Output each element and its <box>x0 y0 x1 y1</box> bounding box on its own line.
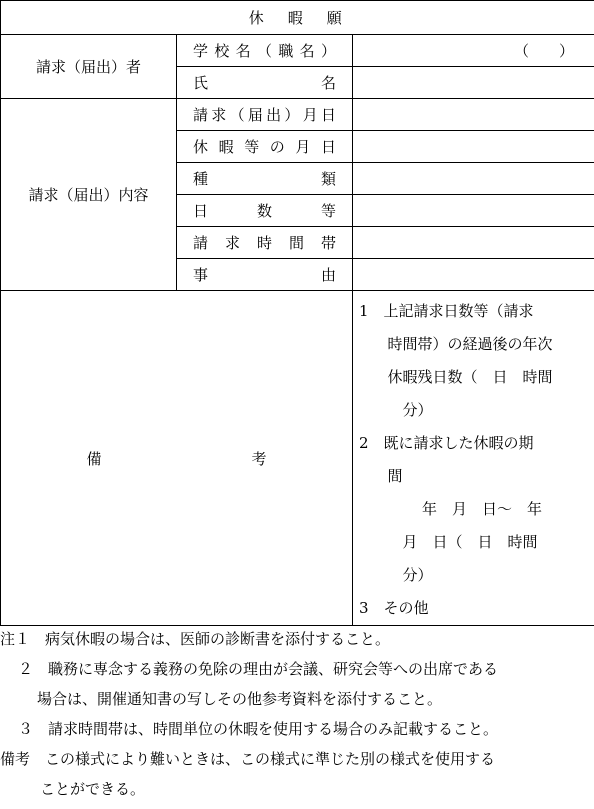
remarks-footnote-cont: ことができる。 <box>40 780 146 798</box>
reason-label: 事由 <box>177 259 353 291</box>
remarks-footnote: 備考 この様式により難いときは、この様式に準じた別の様式を使用する <box>0 750 496 768</box>
leave-date-field[interactable] <box>353 131 594 163</box>
days-field[interactable] <box>353 195 594 227</box>
request-date-field[interactable] <box>353 99 594 131</box>
footnote-1: 注１ 病気休暇の場合は、医師の診断書を添付すること。 <box>0 630 391 648</box>
footnote-3: ３ 請求時間帯は、時間単位の休暇を使用する場合のみ記載すること。 <box>18 720 499 738</box>
time-slot-field[interactable] <box>353 227 594 259</box>
note-2-line-4: 月 日（ 日 時間 <box>402 533 538 551</box>
time-slot-label: 請求時間帯 <box>177 227 353 259</box>
reason-field[interactable] <box>353 259 594 291</box>
footnote-2: ２ 職務に専念する義務の免除の理由が会議、研究会等への出席である <box>18 660 499 678</box>
remarks-note-2 <box>359 427 588 592</box>
content-label: 請求（届出）内容 <box>1 99 177 291</box>
footnote-2-cont: 場合は、開催通知書の写しその他参考資料を添付すること。 <box>37 690 443 708</box>
note-1-line-3: 休暇残日数（ 日 時間 <box>387 368 553 386</box>
remarks-label-2: 考 <box>251 449 267 468</box>
note-1-line-1: 1 上記請求日数等（請求 <box>359 302 534 320</box>
kind-field[interactable] <box>353 163 594 195</box>
requester-label: 請求（届出）者 <box>1 35 177 99</box>
kind-label: 種類 <box>177 163 353 195</box>
name-field[interactable] <box>353 67 594 99</box>
remarks-notes <box>353 291 594 626</box>
remarks-label-1: 備 <box>86 449 102 468</box>
remarks-note-3: 3 その他 <box>359 599 429 617</box>
note-1-line-4: 分） <box>402 401 433 419</box>
note-2-line-3: 年 月 日～ 年 <box>422 500 543 518</box>
days-label: 日数等 <box>177 195 353 227</box>
school-field[interactable] <box>353 35 594 67</box>
leave-date-label: 休暇等の月日 <box>177 131 353 163</box>
form-title: 休 暇 願 <box>1 1 594 35</box>
request-date-label: 請求（届出）月日 <box>177 99 353 131</box>
note-1-line-2: 時間帯）の経過後の年次 <box>387 335 553 353</box>
name-label: 氏名 <box>177 67 353 99</box>
remarks-label <box>1 291 353 626</box>
school-paren: （ ） <box>514 42 575 60</box>
note-2-line-2: 間 <box>387 467 403 485</box>
remarks-note-1 <box>359 295 588 427</box>
school-label: 学校名（職名） <box>177 35 353 67</box>
note-2-line-5: 分） <box>402 566 433 584</box>
footnotes <box>0 624 594 804</box>
note-2-line-1: 2 既に請求した休暇の期 <box>359 434 534 452</box>
